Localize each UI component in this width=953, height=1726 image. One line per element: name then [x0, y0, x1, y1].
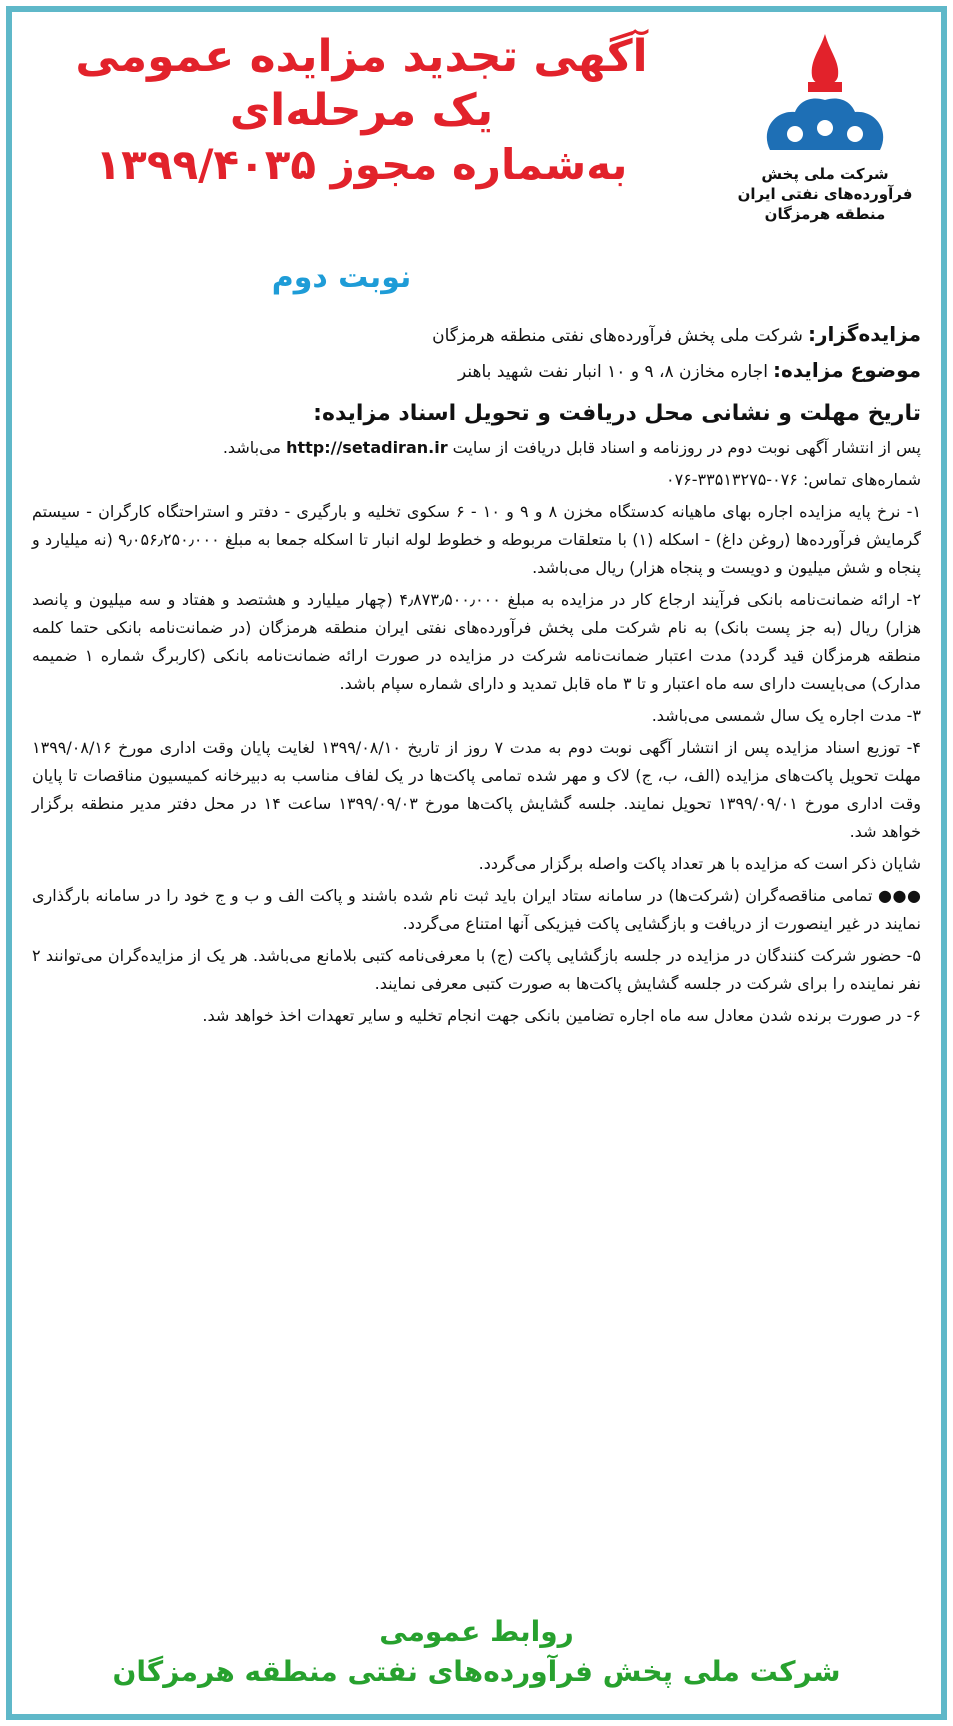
title-line1: آگهی تجدید مزایده عمومی	[75, 31, 648, 82]
subject-row	[32, 356, 921, 386]
footer-department: روابط عمومی	[379, 1615, 574, 1648]
phones-value: ۰۷۶-۳۳۵۱۳۲۷۵-۰۷۶	[665, 470, 798, 489]
logo-caption-line1: شرکت ملی پخش	[761, 165, 889, 183]
logo-caption-line3: منطقه هرمزگان	[764, 205, 886, 223]
clause-note: شایان ذکر است که مزایده با هر تعداد پاکت واصله برگزار می‌گردد.	[478, 854, 921, 873]
intro-text: پس از انتشار آگهی نوبت دوم در روزنامه و اسناد قابل دریافت از سایت	[452, 438, 921, 457]
phones-label: شماره‌های تماس:	[802, 470, 921, 489]
intro-suffix: می‌باشد.	[222, 438, 281, 457]
phones-row	[32, 466, 921, 494]
oil-company-logo-icon	[750, 30, 900, 160]
advertisement-body	[32, 320, 921, 1034]
title-block	[34, 30, 689, 192]
title-line3: به‌شماره مجوز ۱۳۹۹/۴۰۳۵	[95, 140, 628, 189]
logo-caption-line2: فرآورده‌های نفتی ایران	[737, 185, 913, 203]
auctioneer-row	[32, 320, 921, 350]
company-logo-block	[735, 30, 915, 224]
clause-4: ۴- توزیع اسناد مزایده پس از انتشار آگهی نوبت دوم به مدت ۷ روز از تاریخ ۱۳۹۹/۰۸/۱۰ لغایت پایان وقت اداری مورخ ۱۳۹۹/۰۸/۱۶ مهلت تحویل پاکت‌های مزایده (الف، ب، ج) لاک و مهر شده تمامی پاکت‌ها در یک لفاف مناسب به دبیرخانه کمیسیون مناقصات تا پایان وقت اداری مورخ ۱۳۹۹/۰۹/۰۱ تحویل نمایند. جلسه گشایش پاکت‌ها مورخ ۱۳۹۹/۰۹/۰۳ ساعت ۱۴ در محل دفتر مدیر منطقه برگزار خواهد شد.	[32, 738, 922, 841]
clause-5: ۵- حضور شرکت کنندگان در مزایده در جلسه بازگشایی پاکت (ج) با معرفی‌نامه کتبی بلامانع می‌باشد. هر یک از مزایده‌گران می‌توانند ۲ نفر نماینده را برای شرکت در جلسه گشایش پاکت‌ها به صورت کتبی معرفی نمایند.	[32, 946, 921, 993]
clause-2: ۲- ارائه ضمانت‌نامه بانکی فرآیند ارجاع کار در مزایده به مبلغ ۴٫۸۷۳٫۵۰۰٫۰۰۰ (چهار میلیارد و هشتصد و هفتاد و سه میلیون و پانصد هزار) ریال (به جز پست بانک) به نام شرکت ملی پخش فرآورده‌های نفتی ایران منطقه هرمزگان (در ضمانت‌نامه بانکی حتما کلمه منطقه هرمزگان قید گردد) مدت اعتبار ضمانت‌نامه شرکت در مزایده در صورت ارائه ضمانت‌نامه بانکی (کاربرگ شماره ۱ ضمیمه مدارک) می‌بایست دارای سه ماه اعتبار و تا ۳ ماه قابل تمدید و دارای شماره سپام باشد.	[32, 590, 921, 693]
footer-signature	[24, 1612, 929, 1692]
deadline-heading: تاریخ مهلت و نشانی محل دریافت و تحویل اسناد مزایده:	[313, 401, 921, 426]
advertisement-frame	[6, 6, 947, 1720]
website-link[interactable]: http://setadiran.ir	[286, 438, 448, 457]
intro-paragraph	[32, 434, 921, 462]
auctioneer-label: مزایده‌گزار:	[808, 322, 921, 346]
advertisement-content	[24, 20, 929, 1706]
subject-value: اجاره مخازن ۸، ۹ و ۱۰ انبار نفت شهید باهنر	[458, 362, 768, 382]
title-line2: یک مرحله‌ای	[229, 85, 494, 136]
clause-registration: ●●● تمامی مناقصه‌گران (شرکت‌ها) در سامانه ستاد ایران باید ثبت نام شده باشند و پاکت الف و ب و ج خود را در سامانه بارگذاری نمایند در غیر اینصورت از دریافت و بازگشایی پاکت فیزیکی آنها امتناع می‌گردد.	[32, 886, 921, 933]
clause-1: ۱- نرخ پایه مزایده اجاره بهای ماهیانه کدستگاه مخزن ۸ و ۹ و ۱۰ - ۶ سکوی تخلیه و بارگیری - دفتر و استراحتگاه کارگران - سیستم گرمایش فرآورده‌ها (روغن داغ) - اسکله (۱) با متعلقات مربوطه و خطوط لوله انبار تا اسکله جمعا به مبلغ ۹٫۰۵۶٫۲۵۰٫۰۰۰ (نه میلیارد و پنجاه و شش میلیون و دویست و پنجاه هزار) ریال می‌باشد.	[32, 502, 922, 577]
auctioneer-value: شرکت ملی پخش فرآورده‌های نفتی منطقه هرمزگان	[432, 326, 803, 346]
subject-label: موضوع مزایده:	[773, 358, 921, 382]
footer-company: شرکت ملی پخش فرآورده‌های نفتی منطقه هرمزگان	[112, 1655, 841, 1688]
clause-6: ۶- در صورت برنده شدن معادل سه ماه اجاره تضامین بانکی جهت انجام تخلیه و سایر تعهدات اخذ خواهد شد.	[202, 1006, 921, 1025]
clause-3: ۳- مدت اجاره یک سال شمسی می‌باشد.	[651, 706, 921, 725]
publication-round: نوبت دوم	[271, 260, 412, 295]
